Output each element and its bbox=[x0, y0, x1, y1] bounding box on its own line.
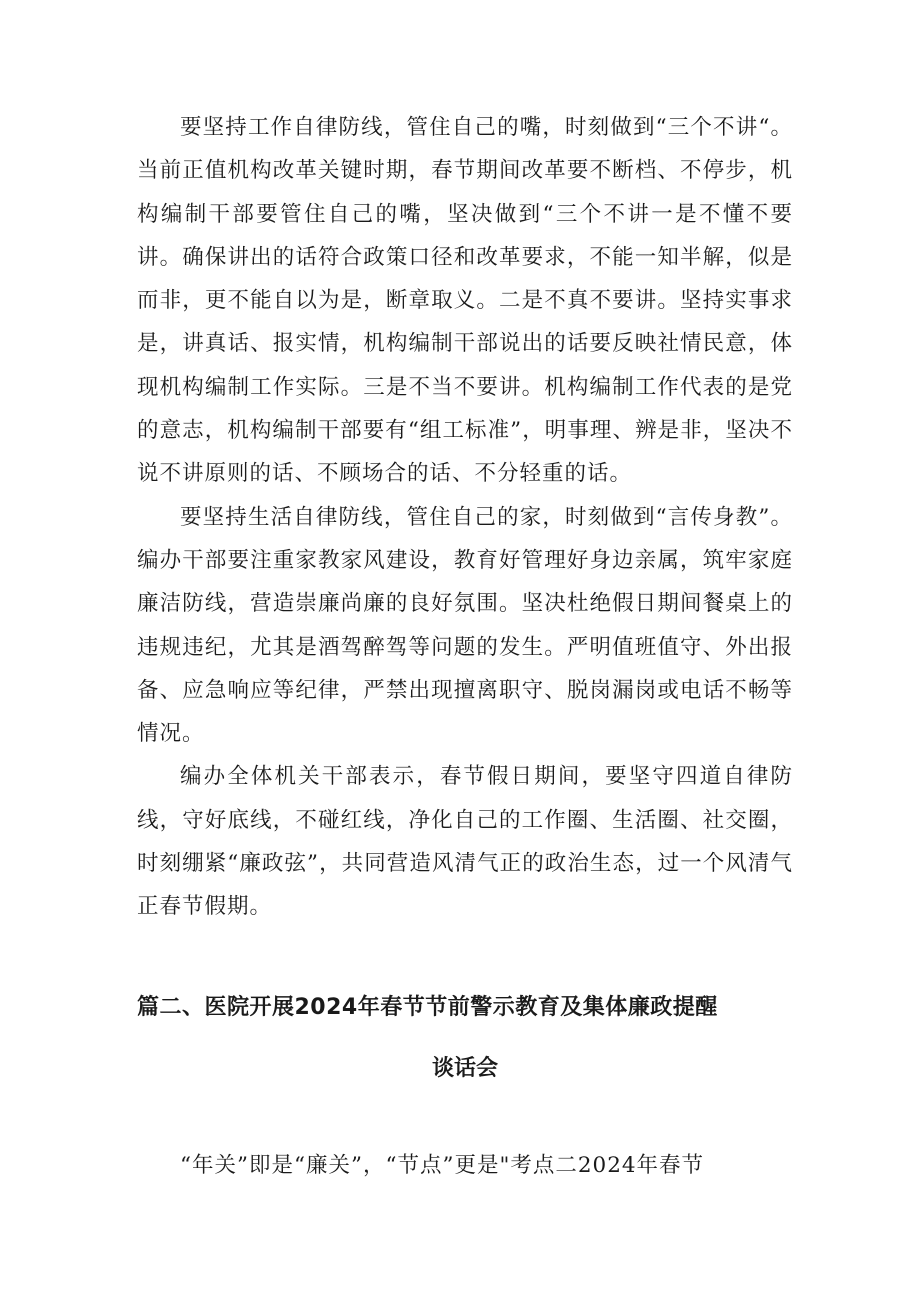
body-text-block bbox=[137, 106, 793, 929]
paragraph-life-discipline: 要坚持生活自律防线，管住自己的家，时刻做到“言传身教”。编办干部要注重家教家风建设，教育好管理好身边亲属，筑牢家庭廉洁防线，营造崇廉尚廉的良好氛围。坚决杜绝假日期间餐桌上的违规违纪，尤其是酒驾醉驾等问题的发生。严明值班值守、外出报备、应急响应等纪律，严禁出现擅离职守、脱岗漏岗或电话不畅等情况。 bbox=[137, 504, 793, 747]
tail-text-block bbox=[137, 1144, 793, 1187]
paragraph-work-discipline: 要坚持工作自律防线，管住自己的嘴，时刻做到“三个不讲“。当前正值机构改革关键时期，春节期间改革要不断档、不停步，机构编制干部要管住自己的嘴，坚决做到“三个不讲一是不懂不要讲。确保讲出的话符合政策口径和改革要求，不能一知半解，似是而非，更不能自以为是，断章取义。二是不真不要讲。坚持实事求是，讲真话、报实情，机构编制干部说出的话要反映社情民意，体现机构编制工作实际。三是不当不要讲。机构编制工作代表的是党的意志，机构编制干部要有“组工标准”，明事理、辨是非，坚决不说不讲原则的话、不顾场合的话、不分轻重的话。 bbox=[137, 115, 793, 487]
paragraph-summary: 编办全体机关干部表示，春节假日期间，要坚守四道自律防线，守好底线，不碰红线，净化自己的工作圈、生活圈、社交圈，时刻绷紧“廉政弦”，共同营造风清气正的政治生态，过一个风清气正春节假期。 bbox=[137, 764, 793, 920]
section-heading-continuation: 谈话会 bbox=[431, 1056, 498, 1081]
paragraph-section-two-intro: “年关”即是“廉关”，“节点”更是"考点二2024年春节 bbox=[180, 1153, 705, 1178]
section-heading: 篇二、医院开展2024年春节节前警示教育及集体廉政提醒 bbox=[137, 995, 718, 1020]
